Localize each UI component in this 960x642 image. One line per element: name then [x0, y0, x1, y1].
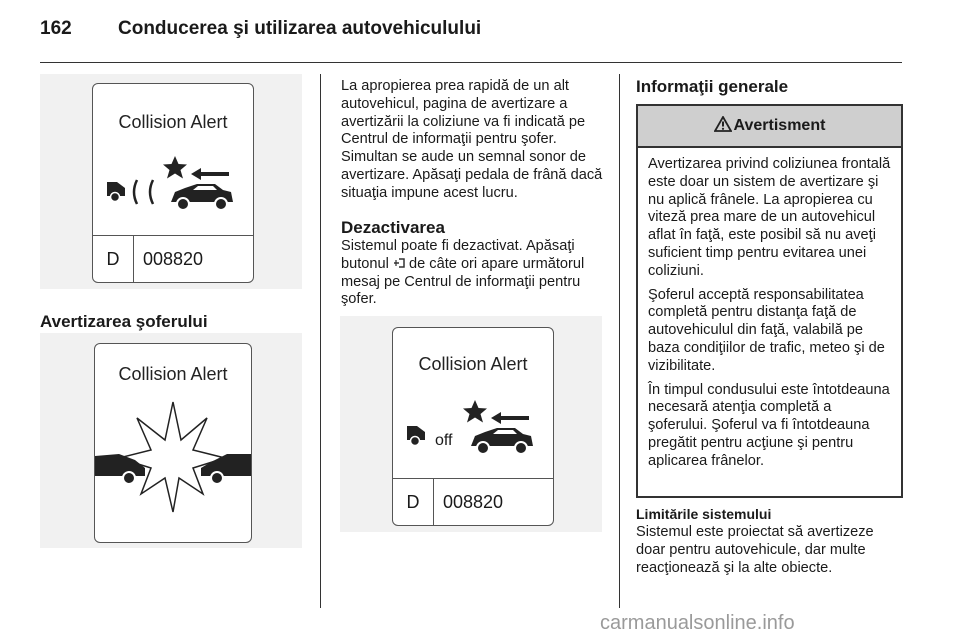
figure-collision-alert-off [340, 316, 602, 532]
warning-paragraph: În timpul condusului este întotdeauna necesară atenţia completă a şoferului. Şoferul va fi întotdeauna pregătit pentru acţiune şi pentru aplicarea frânelor. [648, 381, 890, 469]
screen-title: Collision Alert [418, 354, 528, 374]
subheading-system-limits: Limitările sistemului [636, 506, 772, 522]
section-heading-general-info: Informaţii generale [636, 77, 789, 96]
signal-wave-icon [134, 180, 137, 204]
warning-paragraph: Şoferul acceptă responsabilitatea completă pentru distanţa faţă de autovehiculul din faţă, valabilă pe baza condiţiilor de trafic, meteo şi de vizibilitate. [648, 286, 885, 374]
impact-star-icon [163, 156, 187, 179]
watermark: carmanualsonline.info [600, 612, 795, 634]
warning-paragraph: Avertizarea privind coliziunea frontală este doar un sistem de avertizare şi nu aplică frânele. La apropierea cu viteză prea mare de un autovehicul aflat în faţă, este posibil să nu aveţi suficient timp pentru evitarea unei coliziuni. [648, 156, 891, 279]
section-heading-deactivation: Dezactivarea [341, 218, 445, 237]
warning-triangle-icon [714, 108, 732, 124]
odometer-bar [393, 478, 553, 525]
crash-graphic [95, 344, 251, 542]
dic-screen-crash [94, 343, 252, 543]
paragraph-system-limits: Sistemul este proiectat să avertizeze doar pentru autovehicule, dar multe reacţionează şi la alte obiecte. [636, 524, 874, 576]
page-title: Conducerea şi utilizarea autovehiculului [118, 18, 482, 39]
dic-screen-off [392, 327, 554, 526]
alert-off-graphic [393, 328, 553, 478]
front-car-icon [471, 428, 533, 454]
figure-collision-alert-display [40, 74, 302, 289]
odometer-value: 008820 [143, 249, 204, 269]
impact-star-icon [463, 400, 487, 423]
warning-body [638, 148, 901, 485]
warning-box [636, 104, 903, 498]
column-divider-right [619, 74, 620, 608]
paragraph-deactivation [341, 238, 603, 309]
deactivation-text-start: Sistemul poate fi dezactivat. Apăsaţi butonul [341, 238, 575, 272]
gear-indicator: D [393, 479, 434, 525]
signal-wave-icon [150, 180, 153, 204]
warning-header [638, 106, 901, 148]
warning-title: Avertisment [733, 117, 826, 134]
alert-graphic [93, 84, 253, 234]
header-rule [40, 62, 902, 63]
page-number: 162 [40, 18, 72, 39]
crash-star-icon [119, 402, 225, 512]
own-car-icon [107, 182, 125, 202]
odometer-value: 008820 [443, 492, 504, 512]
section-heading-driver-alert: Avertizarea şoferului [40, 312, 208, 331]
front-car-icon [171, 184, 233, 210]
column-divider-left [320, 74, 321, 608]
paragraph-alert-description: La apropierea prea rapidă de un alt autovehicul, pagina de avertizare a avertizării la coliziune va fi indicată pe Centrul de informaţii pentru şofer. Simultan se aude un semnal sonor de avertizare. Apăsaţi pedala de frână dacă situaţia impune acest lucru. [341, 78, 603, 201]
own-car-icon [407, 426, 425, 446]
arrow-left-icon [191, 168, 229, 180]
figure-collision-alert-crash [40, 333, 302, 548]
screen-title: Collision Alert [118, 112, 228, 132]
deactivation-text-end: de câte ori apare următorul mesaj pe Centrul de informaţii pentru şofer. [341, 255, 585, 308]
gear-indicator: D [93, 236, 134, 282]
odometer-bar [93, 235, 253, 282]
collision-alert-button-icon [393, 257, 405, 269]
off-label: off [435, 432, 453, 449]
dic-screen [92, 83, 254, 283]
screen-title: Collision Alert [118, 364, 228, 384]
arrow-left-icon [491, 412, 529, 424]
